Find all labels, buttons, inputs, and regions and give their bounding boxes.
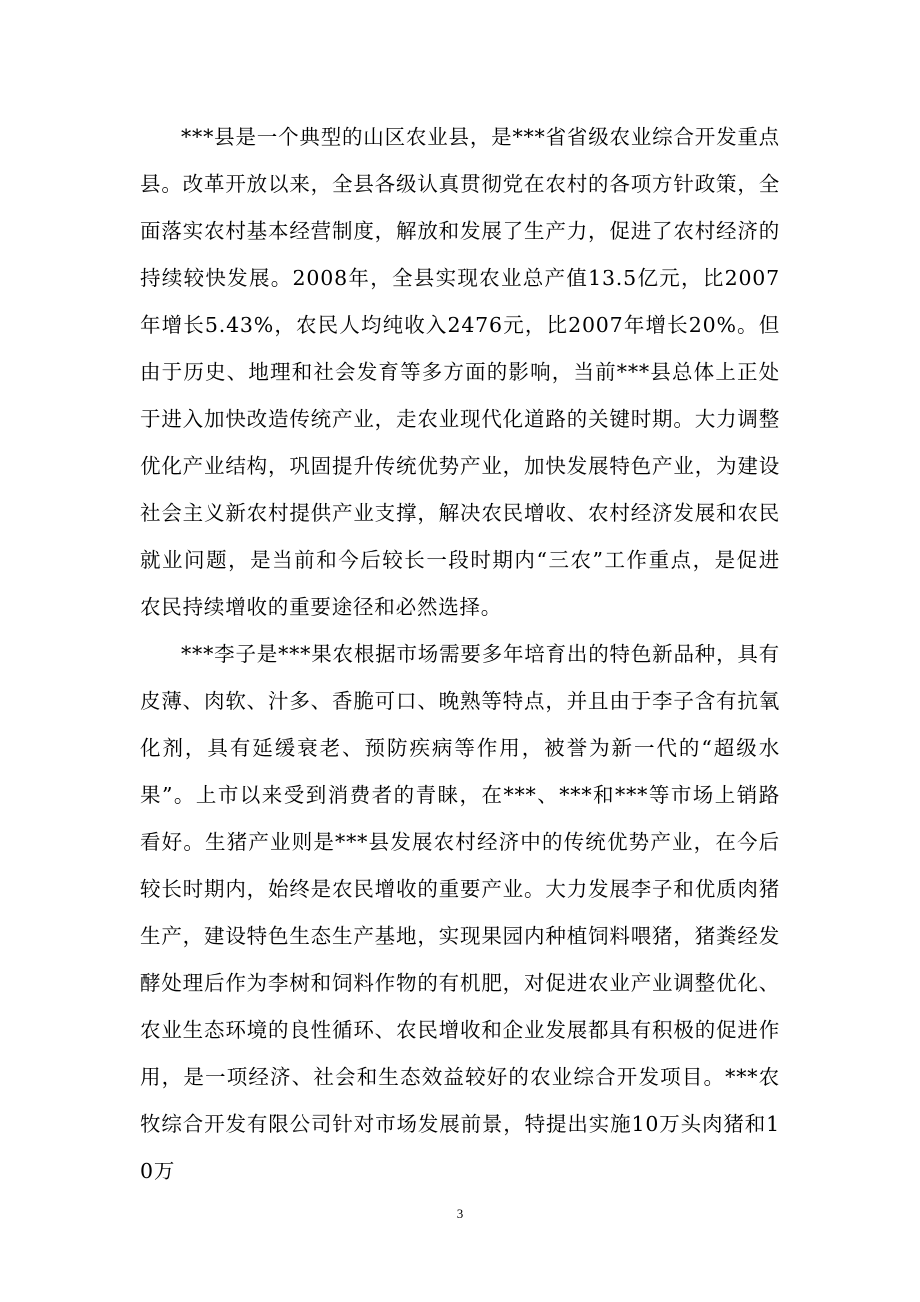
page-number: 3: [456, 1206, 464, 1221]
paragraph-plum-and-pig-industry: ***李子是***果农根据市场需要多年培育出的特色新品种，具有皮薄、肉软、汁多、香脆可口、晚熟等特点，并且由于李子含有抗氧化剂，具有延缓衰老、预防疾病等作用，被誉为新一代的“超级水果”。上市以来受到消费者的青睐，在***、***和***等市场上销路看好。生猪产业则是***县发展农村经济中的传统优势产业，在今后较长时期内，始终是农民增收的重要产业。大力发展李子和优质肉猪生产，建设特色生态生产基地，实现果园内种植饲料喂猪，猪粪经发酵处理后作为李树和饲料作物的有机肥，对促进农业产业调整优化、农业生态环境的良性循环、农民增收和企业发展都具有积极的促进作用，是一项经济、社会和生态效益较好的农业综合开发项目。***农牧综合开发有限公司针对市场发展前景，特提出实施10万头肉猪和10万: [140, 642, 780, 1183]
body-text: [140, 114, 780, 1195]
paragraph-county-overview: ***县是一个典型的山区农业县，是***省省级农业综合开发重点县。改革开放以来，全县各级认真贯彻党在农村的各项方针政策，全面落实农村基本经营制度，解放和发展了生产力，促进了农村经济的持续较快发展。2008年，全县实现农业总产值13.5亿元，比2007年增长5.43%，农民人均纯收入2476元，比2007年增长20%。但由于历史、地理和社会发育等多方面的影响，当前***县总体上正处于进入加快改造传统产业，走农业现代化道路的关键时期。大力调整优化产业结构，巩固提升传统优势产业，加快发展特色产业，为建设社会主义新农村提供产业支撑，解决农民增收、农村经济发展和农民就业问题，是当前和今后较长一段时期内“三农”工作重点，是促进农民持续增收的重要途径和必然选择。: [140, 125, 780, 619]
